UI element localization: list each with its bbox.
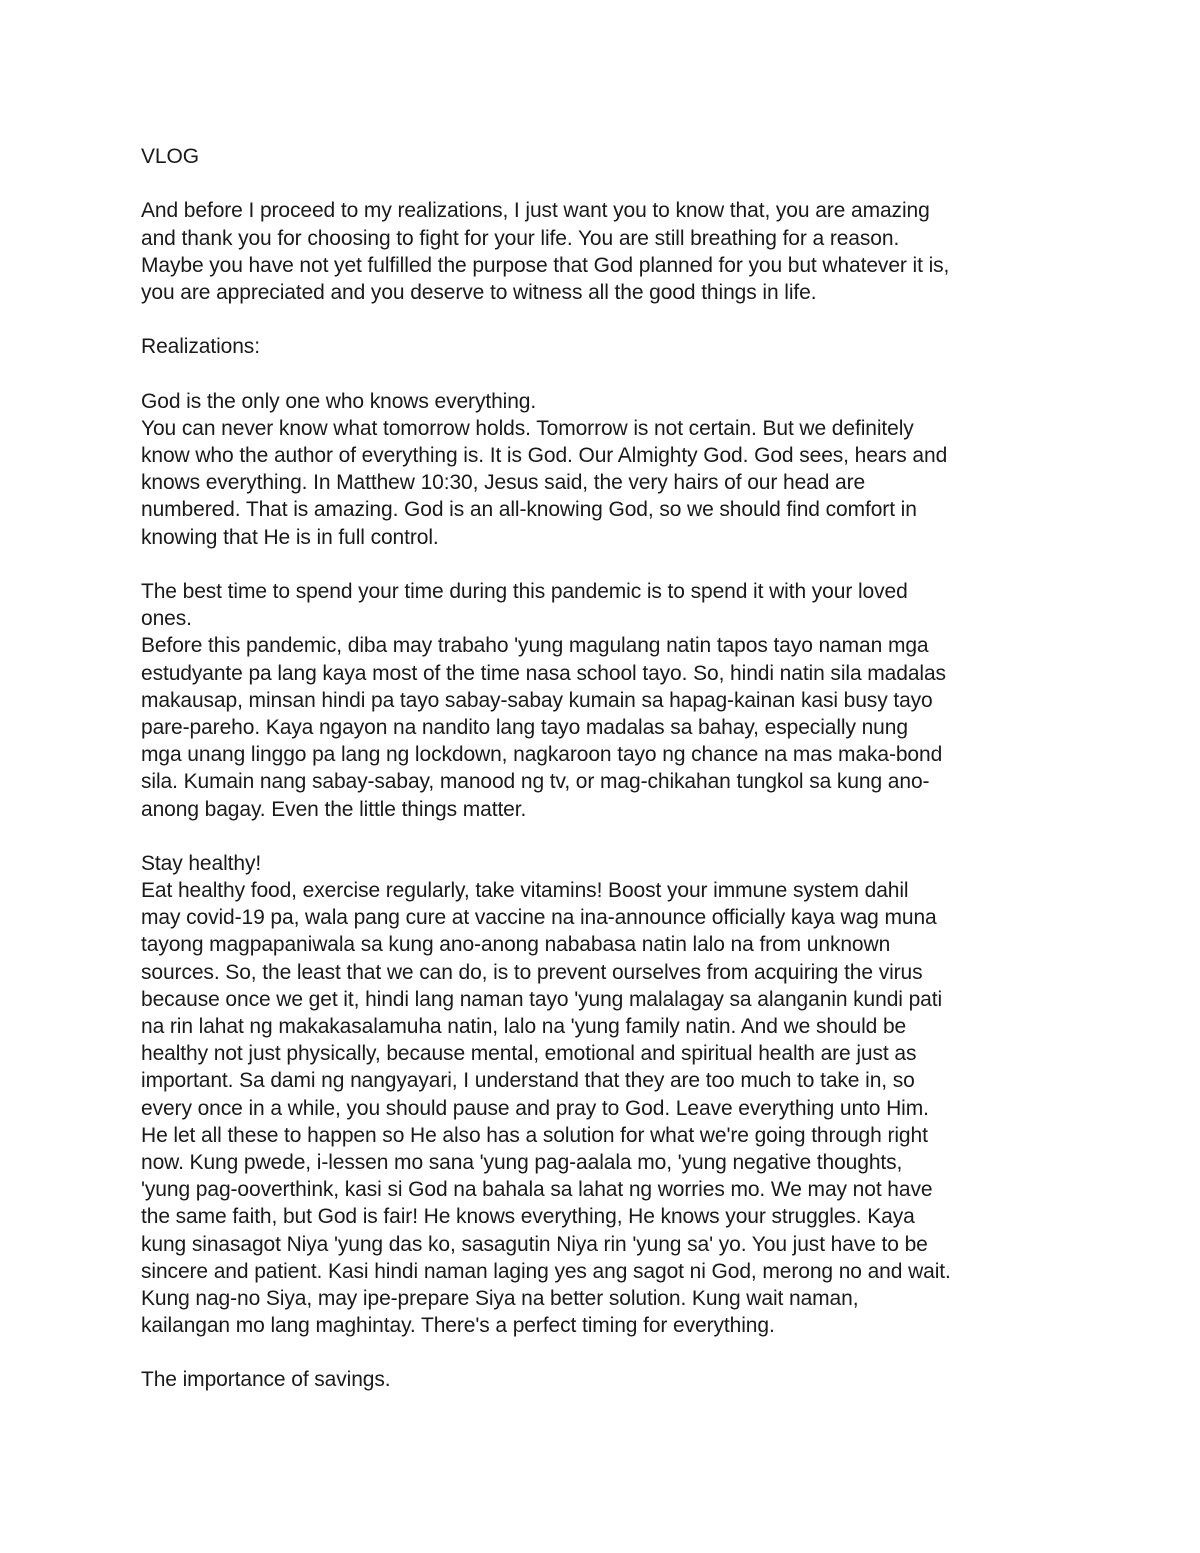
paragraph-line: Kung nag-no Siya, may ipe-prepare Siya na better solution. Kung wait naman,: [141, 1286, 859, 1310]
paragraph-line: Before this pandemic, diba may trabaho 'yung magulang natin tapos tayo naman mga: [141, 634, 929, 658]
paragraph-line: makausap, minsan hindi pa tayo sabay-sabay kumain sa hapag-kainan kasi busy tayo: [141, 688, 933, 712]
paragraph-line: And before I proceed to my realizations, I just want you to know that, you are amazing: [141, 199, 930, 223]
paragraph-line: kailangan mo lang maghintay. There's a perfect timing for everything.: [141, 1314, 775, 1338]
paragraph-line: Eat healthy food, exercise regularly, take vitamins! Boost your immune system dahil: [141, 879, 909, 903]
paragraph-heading-line: ones.: [141, 607, 192, 631]
paragraph-line: every once in a while, you should pause and pray to God. Leave everything unto Him.: [141, 1096, 929, 1120]
intro-paragraph: [141, 197, 1071, 306]
paragraph-line: now. Kung pwede, i-lessen mo sana 'yung pag-aalala mo, 'yung negative thoughts,: [141, 1150, 903, 1174]
paragraph-line: Maybe you have not yet fulfilled the purpose that God planned for you but whatever it is,: [141, 253, 950, 277]
realization-loved-ones-paragraph: [141, 578, 1071, 823]
paragraph-line: estudyante pa lang kaya most of the time nasa school tayo. So, hindi natin sila madalas: [141, 661, 946, 685]
paragraph-line: sources. So, the least that we can do, is to prevent ourselves from acquiring the virus: [141, 960, 923, 984]
paragraph-line: pare-pareho. Kaya ngayon na nandito lang tayo madalas sa bahay, especially nung: [141, 715, 908, 739]
paragraph-line: anong bagay. Even the little things matter.: [141, 797, 527, 821]
realization-stay-healthy-paragraph: [141, 850, 1071, 1339]
paragraph-line: numbered. That is amazing. God is an all-knowing God, so we should find comfort in: [141, 498, 917, 522]
realization-god-knows-paragraph: [141, 388, 1071, 551]
paragraph-heading-line: The importance of savings.: [141, 1368, 391, 1392]
paragraph-line: mga unang linggo pa lang ng lockdown, nagkaroon tayo ng chance na mas maka-bond: [141, 743, 943, 767]
paragraph-line: may covid-19 pa, wala pang cure at vaccine na ina-announce officially kaya wag muna: [141, 906, 937, 930]
paragraph-line: and thank you for choosing to fight for your life. You are still breathing for a reason.: [141, 226, 900, 250]
paragraph-line: sincere and patient. Kasi hindi naman laging yes ang sagot ni God, merong no and wait.: [141, 1259, 951, 1283]
paragraph-line: important. Sa dami ng nangyayari, I understand that they are too much to take in, so: [141, 1069, 915, 1093]
paragraph-line: na rin lahat ng makakasalamuha natin, lalo na 'yung family natin. And we should be: [141, 1015, 907, 1038]
paragraph-line: You can never know what tomorrow holds. Tomorrow is not certain. But we definitely: [141, 416, 914, 440]
document-body: [141, 143, 1071, 1421]
paragraph-line: healthy not just physically, because mental, emotional and spiritual health are just as: [141, 1042, 917, 1066]
paragraph-line: know who the author of everything is. It is God. Our Almighty God. God sees, hears and: [141, 444, 948, 468]
paragraph-line: 'yung pag-ooverthink, kasi si God na bahala sa lahat ng worries mo. We may not have: [141, 1178, 933, 1202]
realization-savings-paragraph: [141, 1366, 1071, 1393]
paragraph-line: knows everything. In Matthew 10:30, Jesus said, the very hairs of our head are: [141, 471, 866, 495]
document-title: VLOG: [141, 145, 199, 168]
paragraph-line: the same faith, but God is fair! He knows everything, He knows your struggles. Kaya: [141, 1205, 915, 1229]
realizations-heading: [141, 333, 1071, 360]
paragraph-line: sila. Kumain nang sabay-sabay, manood ng tv, or mag-chikahan tungkol sa kung ano-: [141, 770, 930, 794]
paragraph-heading-line: God is the only one who knows everything.: [141, 389, 537, 413]
paragraph-line: knowing that He is in full control.: [141, 525, 439, 549]
paragraph-heading-line: Stay healthy!: [141, 851, 262, 875]
paragraph-line: you are appreciated and you deserve to witness all the good things in life.: [141, 280, 817, 304]
section-heading: Realizations:: [141, 335, 260, 359]
paragraph-line: He let all these to happen so He also has a solution for what we're going through right: [141, 1123, 928, 1147]
paragraph-heading-line: The best time to spend your time during this pandemic is to spend it with your loved: [141, 580, 908, 603]
paragraph-line: kung sinasagot Niya 'yung das ko, sasagutin Niya rin 'yung sa' yo. You just have to be: [141, 1232, 928, 1256]
paragraph-line: tayong magpapaniwala sa kung ano-anong nababasa natin lalo na from unknown: [141, 933, 891, 957]
paragraph-line: because once we get it, hindi lang naman tayo 'yung malalagay sa alanganin kundi pati: [141, 987, 943, 1011]
